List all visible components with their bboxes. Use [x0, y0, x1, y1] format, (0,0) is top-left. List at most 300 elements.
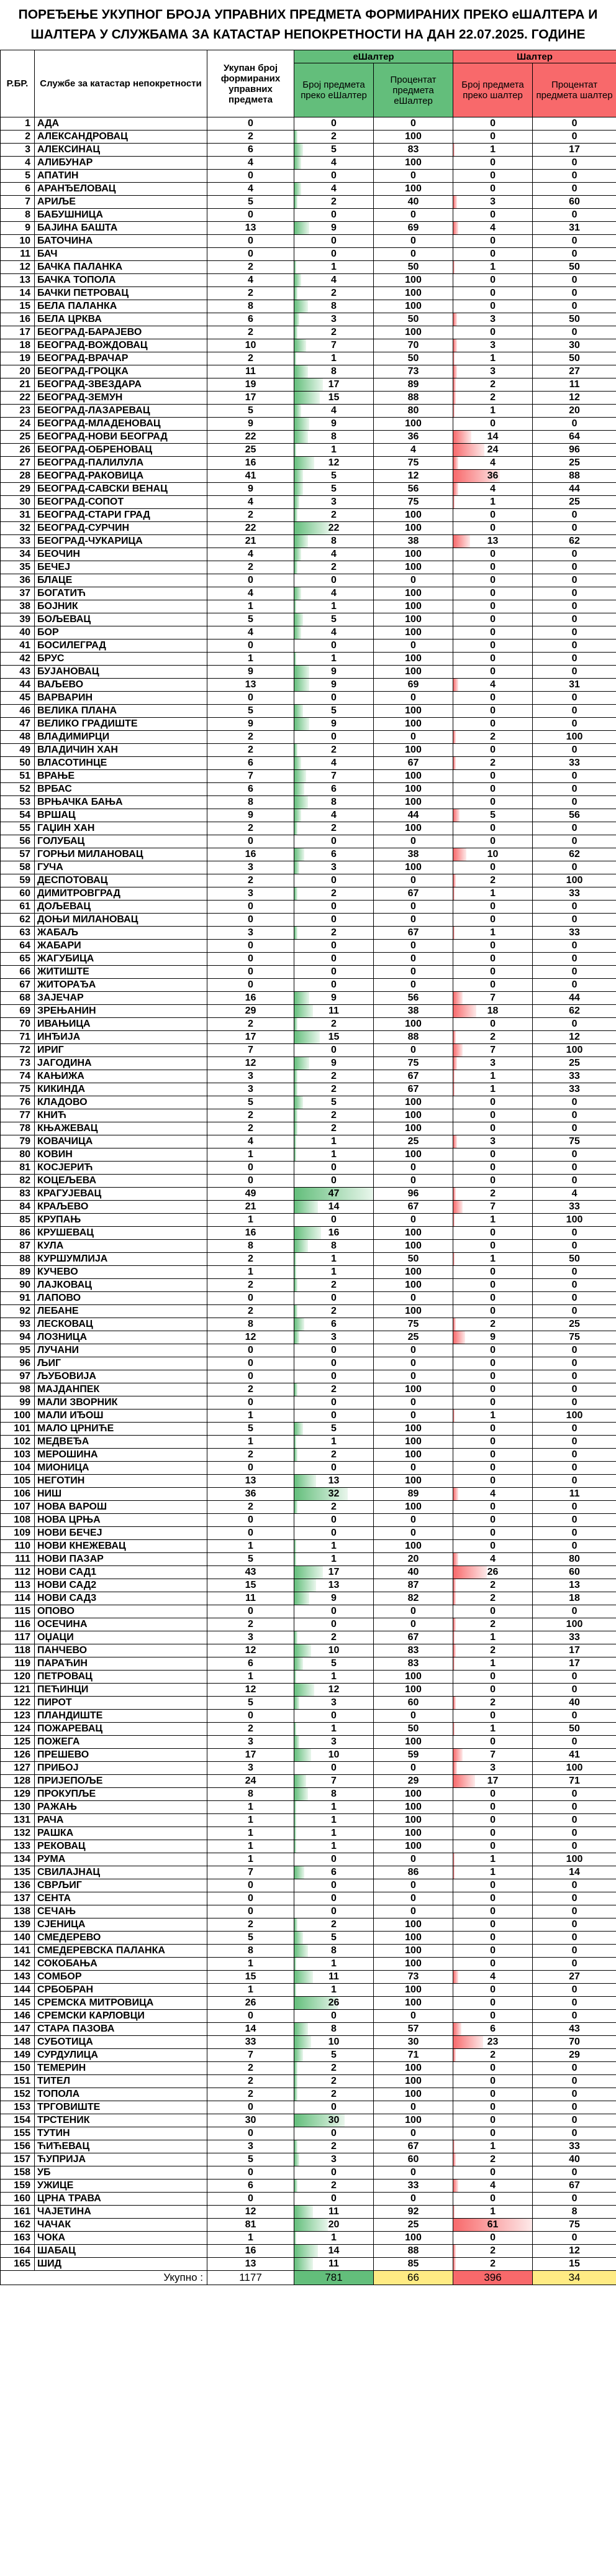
cell-s-count	[453, 1553, 533, 1566]
cell-value: 0	[331, 1528, 337, 1538]
table-row	[1, 1710, 616, 1723]
cell-e-pct: 38	[374, 848, 453, 861]
cell-e-count	[294, 2140, 374, 2153]
cell-e-count	[294, 1018, 374, 1031]
cell-s-count	[453, 1723, 533, 1736]
cell-service: ЛАЈКОВАЦ	[35, 1279, 207, 1292]
cell-s-pct: 0	[533, 1827, 616, 1840]
cell-s-count	[453, 1879, 533, 1892]
table-row	[1, 1227, 616, 1240]
cell-rb: 157	[1, 2153, 35, 2166]
cell-value: 2	[490, 1580, 496, 1590]
cell-e-count	[294, 183, 374, 196]
cell-s-pct: 0	[533, 718, 616, 731]
table-row	[1, 809, 616, 822]
cell-total: 2	[207, 2088, 294, 2101]
cell-s-count	[453, 692, 533, 705]
cell-service: ЧАЈЕТИНА	[35, 2206, 207, 2219]
cell-e-pct: 100	[374, 783, 453, 796]
cell-value: 0	[490, 1501, 496, 1512]
cell-value: 0	[490, 1240, 496, 1251]
cell-value: 2	[331, 1306, 337, 1316]
cell-e-pct: 0	[374, 248, 453, 261]
cell-e-pct: 0	[374, 1292, 453, 1305]
cell-value: 4	[490, 1971, 496, 1982]
cell-rb: 144	[1, 1984, 35, 1997]
cell-s-count	[453, 274, 533, 287]
cell-s-pct: 100	[533, 874, 616, 887]
cell-s-pct: 0	[533, 1801, 616, 1814]
cell-value: 12	[328, 457, 340, 468]
cell-rb: 30	[1, 496, 35, 509]
cell-value: 0	[490, 653, 496, 664]
cell-value: 7	[490, 992, 496, 1003]
cell-e-count	[294, 1253, 374, 1266]
cell-value: 8	[331, 301, 337, 311]
eshalter-data-bar	[294, 1697, 299, 1709]
cell-rb: 12	[1, 261, 35, 274]
eshalter-data-bar	[294, 666, 309, 678]
cell-s-count	[453, 2023, 533, 2036]
cell-s-count	[453, 117, 533, 131]
cell-value: 8	[331, 797, 337, 807]
cell-service: БАТОЧИНА	[35, 235, 207, 248]
cell-e-pct: 100	[374, 1436, 453, 1449]
cell-value: 2	[331, 1071, 337, 1081]
cell-e-pct: 73	[374, 365, 453, 378]
cell-rb: 114	[1, 1592, 35, 1605]
cell-e-count	[294, 1122, 374, 1135]
cell-e-count	[294, 1188, 374, 1201]
cell-e-pct: 75	[374, 1057, 453, 1070]
cell-rb: 81	[1, 1162, 35, 1175]
cell-total: 5	[207, 1697, 294, 1710]
eshalter-data-bar	[294, 313, 299, 326]
cell-service: СОМБОР	[35, 1971, 207, 1984]
eshalter-data-bar	[294, 339, 306, 352]
cell-s-pct: 8	[533, 2206, 616, 2219]
cell-s-pct: 25	[533, 457, 616, 470]
cell-s-pct: 0	[533, 2062, 616, 2075]
cell-total: 2	[207, 1305, 294, 1318]
cell-s-count	[453, 1488, 533, 1501]
cell-s-pct: 15	[533, 2258, 616, 2271]
eshalter-data-bar	[294, 535, 308, 548]
cell-value: 0	[490, 966, 496, 977]
cell-s-count	[453, 626, 533, 639]
cell-service: ВЛАДИМИРЦИ	[35, 731, 207, 744]
cell-s-pct: 64	[533, 431, 616, 444]
cell-s-count	[453, 1697, 533, 1710]
cell-value: 8	[331, 1789, 337, 1799]
cell-e-pct: 96	[374, 1188, 453, 1201]
cell-s-count	[453, 1618, 533, 1631]
cell-s-pct: 0	[533, 1879, 616, 1892]
cell-value: 1	[331, 1671, 337, 1682]
cell-e-count	[294, 2049, 374, 2062]
table-row	[1, 431, 616, 444]
cell-e-pct: 100	[374, 587, 453, 600]
cell-rb: 31	[1, 509, 35, 522]
table-row	[1, 1801, 616, 1814]
cell-e-count	[294, 1775, 374, 1788]
cell-total: 43	[207, 1566, 294, 1579]
cell-value: 4	[490, 2180, 496, 2191]
table-row	[1, 718, 616, 731]
cell-s-pct: 0	[533, 522, 616, 535]
cell-s-pct: 50	[533, 1253, 616, 1266]
shalter-data-bar	[453, 1488, 458, 1500]
cell-e-pct: 100	[374, 1997, 453, 2010]
table-row	[1, 1449, 616, 1462]
cell-service: ЖИТОРАЂА	[35, 979, 207, 992]
cell-value: 2	[490, 875, 496, 886]
cell-value: 2	[331, 927, 337, 938]
eshalter-data-bar	[294, 626, 301, 639]
cell-total: 5	[207, 1423, 294, 1436]
cell-e-pct: 0	[374, 1762, 453, 1775]
cell-service: МИОНИЦА	[35, 1462, 207, 1475]
cell-s-pct: 31	[533, 679, 616, 692]
table-row	[1, 1997, 616, 2010]
cell-s-pct: 0	[533, 1671, 616, 1684]
cell-s-count	[453, 496, 533, 509]
cell-e-count	[294, 809, 374, 822]
cell-e-pct: 100	[374, 1240, 453, 1253]
cell-value: 8	[331, 366, 337, 377]
cell-value: 6	[331, 1867, 337, 1877]
cell-s-pct: 18	[533, 1592, 616, 1605]
shalter-data-bar	[453, 887, 455, 900]
cell-rb: 65	[1, 953, 35, 966]
cell-value: 4	[331, 183, 337, 194]
cell-value: 0	[490, 1841, 496, 1851]
cell-value: 0	[490, 614, 496, 625]
cell-e-count	[294, 2153, 374, 2166]
cell-e-count	[294, 1331, 374, 1344]
cell-e-count	[294, 300, 374, 313]
table-row	[1, 1866, 616, 1879]
cell-e-count	[294, 2258, 374, 2271]
cell-e-pct: 100	[374, 1018, 453, 1031]
cell-e-pct: 0	[374, 731, 453, 744]
cell-value: 0	[490, 797, 496, 807]
cell-value: 2	[331, 1449, 337, 1460]
cell-service: РУМА	[35, 1853, 207, 1866]
cell-s-count	[453, 261, 533, 274]
cell-e-count	[294, 1135, 374, 1148]
cell-e-pct: 100	[374, 1148, 453, 1162]
cell-e-pct: 69	[374, 679, 453, 692]
cell-s-pct: 41	[533, 1749, 616, 1762]
cell-s-count	[453, 1214, 533, 1227]
table-row	[1, 1879, 616, 1892]
cell-value: 1	[490, 1632, 496, 1643]
cell-s-pct: 0	[533, 1227, 616, 1240]
cell-service: МЕРОШИНА	[35, 1449, 207, 1462]
table-row	[1, 1553, 616, 1566]
cell-service: СВРЉИГ	[35, 1879, 207, 1892]
table-row	[1, 183, 616, 196]
cell-service: АРИЉЕ	[35, 196, 207, 209]
cell-rb: 74	[1, 1070, 35, 1083]
eshalter-data-bar	[294, 2062, 297, 2074]
cell-s-pct: 11	[533, 378, 616, 392]
table-row	[1, 679, 616, 692]
cell-e-count	[294, 600, 374, 613]
cell-e-count	[294, 378, 374, 392]
cell-e-pct: 56	[374, 483, 453, 496]
cell-value: 0	[490, 1162, 496, 1173]
cell-value: 0	[331, 2128, 337, 2138]
cell-e-pct: 0	[374, 953, 453, 966]
cell-value: 2	[490, 1593, 496, 1603]
cell-total: 1	[207, 1148, 294, 1162]
table-row	[1, 1031, 616, 1044]
table-row	[1, 2049, 616, 2062]
cell-e-count	[294, 639, 374, 653]
cell-e-pct: 75	[374, 1318, 453, 1331]
cell-total: 0	[207, 170, 294, 183]
eshalter-data-bar	[294, 2245, 318, 2257]
cell-e-count	[294, 1801, 374, 1814]
cell-value: 2	[331, 823, 337, 833]
cell-service: КУЧЕВО	[35, 1266, 207, 1279]
cell-e-pct: 67	[374, 1631, 453, 1644]
cell-s-count	[453, 1292, 533, 1305]
cell-e-count	[294, 157, 374, 170]
cell-e-pct: 100	[374, 287, 453, 300]
eshalter-data-bar	[294, 848, 304, 861]
cell-s-count	[453, 2114, 533, 2127]
cell-total: 25	[207, 444, 294, 457]
cell-total: 2	[207, 1253, 294, 1266]
eshalter-data-bar	[294, 522, 331, 534]
cell-value: 0	[331, 1880, 337, 1891]
cell-service: РАЧА	[35, 1814, 207, 1827]
cell-service: СВИЛАЈНАЦ	[35, 1866, 207, 1879]
cell-value: 0	[331, 1710, 337, 1721]
table-row	[1, 1423, 616, 1436]
cell-service: КРУШЕВАЦ	[35, 1227, 207, 1240]
cell-total: 5	[207, 705, 294, 718]
eshalter-data-bar	[294, 927, 297, 939]
cell-s-pct: 0	[533, 300, 616, 313]
cell-value: 1	[331, 1984, 337, 1995]
cell-total: 2	[207, 326, 294, 339]
cell-e-count	[294, 1031, 374, 1044]
cell-s-count	[453, 1175, 533, 1188]
cell-rb: 126	[1, 1749, 35, 1762]
cell-total: 17	[207, 392, 294, 405]
cell-s-pct: 0	[533, 1932, 616, 1945]
cell-rb: 94	[1, 1331, 35, 1344]
cell-service: АПАТИН	[35, 170, 207, 183]
cell-service: ВРБАС	[35, 783, 207, 796]
cell-rb: 50	[1, 757, 35, 770]
cell-value: 0	[490, 1293, 496, 1303]
cell-value: 30	[328, 2115, 340, 2125]
cell-e-pct: 100	[374, 1305, 453, 1318]
cell-s-count	[453, 1436, 533, 1449]
cell-service: БОЈНИК	[35, 600, 207, 613]
cell-service: ПОЖЕГА	[35, 1736, 207, 1749]
cell-s-pct: 0	[533, 979, 616, 992]
table-row	[1, 1514, 616, 1527]
table-row	[1, 170, 616, 183]
cell-service: ОСЕЧИНА	[35, 1618, 207, 1631]
table-row	[1, 2023, 616, 2036]
cell-service: ИВАЊИЦА	[35, 1018, 207, 1031]
cell-value: 0	[331, 1345, 337, 1355]
cell-e-count	[294, 1396, 374, 1409]
shalter-data-bar	[453, 1657, 455, 1670]
cell-s-pct: 100	[533, 1214, 616, 1227]
table-row	[1, 1331, 616, 1344]
cell-e-count	[294, 2127, 374, 2140]
cell-value: 9	[331, 1058, 337, 1068]
eshalter-data-bar	[294, 1814, 296, 1827]
cell-s-count	[453, 796, 533, 809]
cell-s-pct: 75	[533, 1135, 616, 1148]
table-row	[1, 600, 616, 613]
cell-rb: 93	[1, 1318, 35, 1331]
table-row	[1, 1057, 616, 1070]
cell-rb: 8	[1, 209, 35, 222]
cell-value: 0	[490, 1462, 496, 1473]
cell-service: ЦРНА ТРАВА	[35, 2193, 207, 2206]
cell-service: БЕОГРАД-ВРАЧАР	[35, 352, 207, 365]
cell-e-count	[294, 365, 374, 378]
cell-total: 0	[207, 914, 294, 927]
cell-total: 0	[207, 1357, 294, 1370]
cell-s-pct: 0	[533, 1423, 616, 1436]
cell-rb: 78	[1, 1122, 35, 1135]
cell-s-count	[453, 313, 533, 326]
cell-rb: 132	[1, 1827, 35, 1840]
cell-total: 0	[207, 2166, 294, 2180]
table-row	[1, 1214, 616, 1227]
cell-total: 0	[207, 1462, 294, 1475]
cell-value: 14	[328, 1201, 340, 1212]
cell-s-count	[453, 1866, 533, 1879]
cell-total: 5	[207, 1553, 294, 1566]
cell-s-pct: 100	[533, 1044, 616, 1057]
eshalter-data-bar	[294, 1553, 296, 1565]
cell-value: 0	[490, 523, 496, 533]
cell-service: ТУТИН	[35, 2127, 207, 2140]
cell-rb: 60	[1, 887, 35, 901]
cell-e-pct: 0	[374, 692, 453, 705]
cell-rb: 145	[1, 1997, 35, 2010]
cell-s-pct: 0	[533, 914, 616, 927]
shalter-data-bar	[453, 2153, 456, 2166]
cell-total: 2	[207, 2075, 294, 2088]
cell-e-count	[294, 626, 374, 639]
eshalter-data-bar	[294, 1253, 296, 1265]
cell-value: 2	[331, 2089, 337, 2099]
cell-total: 1	[207, 1853, 294, 1866]
cell-e-pct: 0	[374, 1409, 453, 1423]
cell-e-count	[294, 209, 374, 222]
shalter-data-bar	[453, 1853, 455, 1866]
cell-rb: 92	[1, 1305, 35, 1318]
table-row	[1, 1188, 616, 1201]
shalter-data-bar	[453, 1553, 458, 1565]
cell-s-pct: 20	[533, 405, 616, 418]
cell-e-count	[294, 1279, 374, 1292]
cell-value: 0	[490, 979, 496, 990]
cell-rb: 100	[1, 1409, 35, 1423]
cell-service: ГУЧА	[35, 861, 207, 874]
cell-e-pct: 57	[374, 2023, 453, 2036]
cell-service: ВРШАЦ	[35, 809, 207, 822]
cell-total: 2	[207, 1018, 294, 1031]
table-row	[1, 509, 616, 522]
cell-s-count	[453, 1331, 533, 1344]
cell-total: 6	[207, 2180, 294, 2193]
table-row	[1, 2180, 616, 2193]
eshalter-data-bar	[294, 444, 296, 456]
cell-rb: 48	[1, 731, 35, 744]
cell-value: 32	[328, 1488, 340, 1499]
cell-e-count	[294, 848, 374, 861]
totals-s-count: 396	[453, 2271, 533, 2285]
cell-e-pct: 67	[374, 1083, 453, 1096]
cell-rb: 22	[1, 392, 35, 405]
cell-value: 18	[487, 1006, 499, 1016]
cell-value: 0	[331, 953, 337, 964]
cell-s-count	[453, 574, 533, 587]
cell-service: КОЦЕЉЕВА	[35, 1175, 207, 1188]
cell-total: 0	[207, 639, 294, 653]
cell-e-pct: 75	[374, 496, 453, 509]
cell-rb: 34	[1, 548, 35, 561]
cell-s-pct: 100	[533, 1618, 616, 1631]
cell-value: 5	[331, 614, 337, 625]
cell-total: 1	[207, 1266, 294, 1279]
cell-value: 0	[490, 1515, 496, 1525]
cell-total: 2	[207, 509, 294, 522]
cell-total: 2	[207, 1109, 294, 1122]
cell-total: 2	[207, 1618, 294, 1631]
cell-s-pct: 50	[533, 261, 616, 274]
cell-e-count	[294, 1318, 374, 1331]
table-row	[1, 1083, 616, 1096]
cell-value: 0	[331, 2010, 337, 2021]
eshalter-data-bar	[294, 861, 299, 874]
cell-e-count	[294, 1631, 374, 1644]
cell-e-pct: 38	[374, 1005, 453, 1018]
shalter-data-bar	[453, 1697, 456, 1709]
cell-value: 0	[490, 118, 496, 129]
cell-value: 2	[331, 2063, 337, 2073]
cell-s-count	[453, 1279, 533, 1292]
eshalter-data-bar	[294, 1109, 297, 1122]
cell-value: 1	[490, 1854, 496, 1864]
cell-value: 5	[331, 470, 337, 481]
cell-e-pct: 100	[374, 796, 453, 809]
cell-service: БЕЛА ПАЛАНКА	[35, 300, 207, 313]
cell-s-count	[453, 1083, 533, 1096]
cell-s-count	[453, 1749, 533, 1762]
cell-e-count	[294, 2062, 374, 2075]
cell-e-count	[294, 744, 374, 757]
cell-e-pct: 0	[374, 2127, 453, 2140]
cell-s-pct: 0	[533, 509, 616, 522]
cell-s-count	[453, 2036, 533, 2049]
cell-e-pct: 100	[374, 1788, 453, 1801]
